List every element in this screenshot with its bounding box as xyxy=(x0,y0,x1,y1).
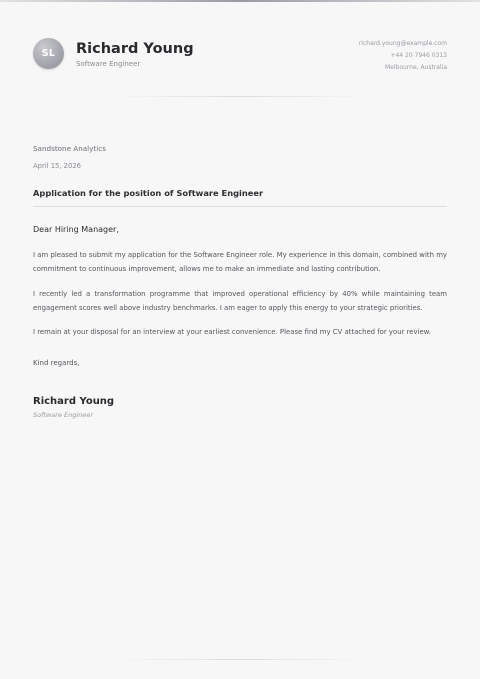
body-paragraph-1: I am pleased to submit my application for the Software Engineer role. My experience in this domain, combined with my commitment to continuous improvement, allows me to make an immediate and lasting contribution. xyxy=(33,251,447,273)
salutation: Dear Hiring Manager, xyxy=(33,225,119,234)
signature-name: Richard Young xyxy=(33,396,115,407)
body-paragraph-2: I recently led a transformation programme that improved operational efficiency by 40% while maintaining team engagement scores well above industry benchmarks. I am eager to apply this energy to your strategic priorities. xyxy=(33,290,447,312)
name-block xyxy=(76,40,194,68)
top-accent-bar xyxy=(0,0,480,2)
avatar xyxy=(33,38,64,69)
letterhead xyxy=(33,38,447,78)
avatar-initials: SL xyxy=(41,48,56,59)
subject-divider xyxy=(33,206,447,207)
letter-date: April 15, 2026 xyxy=(33,162,81,170)
contact-location: Melbourne, Australia xyxy=(384,64,447,71)
header-divider xyxy=(110,96,370,97)
contact-email[interactable]: richard.young@example.com xyxy=(358,40,447,47)
letter-subject: Application for the position of Software Engineer xyxy=(33,188,264,198)
recipient-company: Sandstone Analytics xyxy=(33,144,106,153)
footer-divider xyxy=(110,659,370,660)
sender-role: Software Engineer xyxy=(76,60,141,68)
body-paragraph-3: I remain at your disposal for an interview at your earliest convenience. Please find my CV attached for your review. xyxy=(33,328,431,336)
closing: Kind regards, xyxy=(33,359,80,367)
contact-details xyxy=(359,38,447,74)
sender-name: Richard Young xyxy=(76,41,194,57)
contact-phone[interactable]: +44 20 7946 0313 xyxy=(390,52,447,59)
signature-role: Software Engineer xyxy=(33,411,93,419)
